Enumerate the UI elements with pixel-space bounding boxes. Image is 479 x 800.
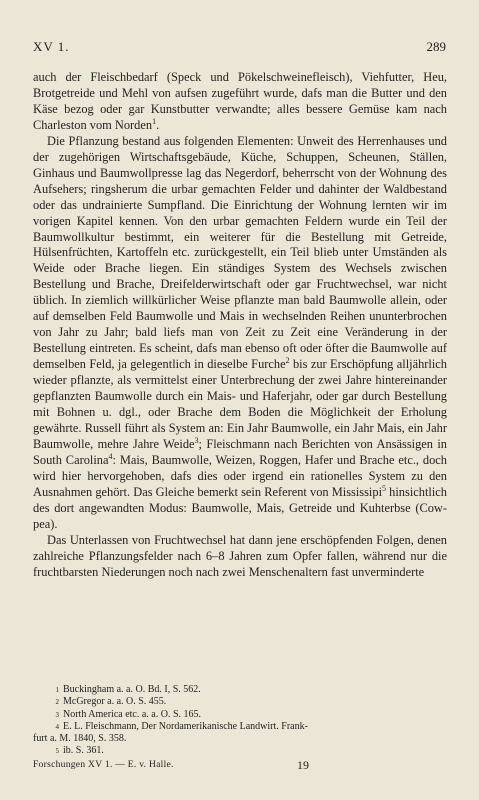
footnote bbox=[33, 696, 447, 708]
footnote-number: 5 bbox=[55, 747, 59, 756]
page-header bbox=[33, 39, 446, 55]
body-text bbox=[33, 70, 447, 581]
paragraph-text: auch der Fleischbedarf (Speck und Pökelschweinefleisch), Viehfutter, Heu, Brotgetreide und Mehl von aufsen zugeführt wurde, dafs man die Butter und den Käse bezog oder gar Kunstbutter verwandte; alles bessere Gemüse kam nach Charleston vom Norden bbox=[33, 70, 447, 132]
footnote-mark: 1 bbox=[152, 116, 157, 126]
paragraph bbox=[33, 134, 447, 533]
paragraph-text: Das Unterlassen von Fruchtwechsel hat dann jene erschöpfenden Folgen, denen zahlreiche Pflanzungsfelder nach 6–8 Jahren zum Opfer fallen, während nur die fruchtbarsten Niederungen noch nach zwei Menschenaltern fast unverminderte bbox=[33, 532, 447, 579]
signature-text: Forschungen XV 1. — E. v. Halle. bbox=[33, 759, 174, 770]
footnote-number: 2 bbox=[55, 698, 59, 707]
paragraph: auch der Fleischbedarf (Speck und Pökelschweinefleisch), Viehfutter, Heu, Brotgetreide und Mehl von aufsen zugeführt wurde, dafs man die Butter und den Käse bezog oder gar Kunstbutter verwandte; alles bessere Gemüse kam nach Charleston vom Norden$^1$. bbox=[33, 70, 447, 132]
footnote-mark: 4 bbox=[108, 451, 113, 461]
section-label: XV 1. bbox=[33, 39, 70, 54]
footnote-number: 3 bbox=[55, 710, 59, 719]
paragraph-text: bis zur Erschöpfung alljährlich wieder pflanzte, als vermittelst einer Unterbrechung der zwei Jahre hintereinander gepflanzten Baumwolle durch ein Mais- und Haferjahr, oder gar durch Bestellung mit Bohnen u. dgl., oder Brache dem Boden die Möglichkeit der Erholung gewährte. Russell führt als System an: Ein Jahr Baumwolle, ein Jahr Mais, ein Jahr Baumwolle, mehre Jahre Weide bbox=[33, 357, 447, 451]
footnote-continuation: furt a. M. 1840, S. 358. bbox=[33, 733, 127, 745]
page-number: 289 bbox=[426, 39, 446, 54]
paragraph-text: : Mais, Baumwolle, Weizen, Roggen, Hafer und Brache etc., doch wird hier hervorgehoben, dafs dies oder irgend ein rationelles System zu den Ausnahmen gehört. Das Gleiche bemerkt sein Referent von Mississipi bbox=[33, 452, 447, 499]
paragraph-text: ; Fleischmann nach Berichten von Ansässigen in South Carolina bbox=[33, 436, 447, 467]
footnotes bbox=[33, 684, 447, 771]
paragraph bbox=[33, 533, 447, 581]
signature-number: 19 bbox=[297, 757, 309, 772]
footnote-text: Buckingham a. a. O. Bd. I, S. 562. bbox=[63, 684, 201, 695]
footnote-mark: 2 bbox=[285, 356, 290, 366]
footnote-mark: 5 bbox=[382, 483, 387, 493]
footnote-text: E. L. Fleischmann, Der Nordamerikanische Landwirt. Frank- bbox=[63, 720, 308, 732]
footnote bbox=[33, 684, 447, 696]
footnote-text: ib. S. 361. bbox=[63, 745, 104, 757]
footnote bbox=[33, 709, 447, 721]
paragraph-text: hinsichtlich des dort angewandten Modus: Baumwolle, Mais, Getreide und Kuhterbse (Cow-pea). bbox=[33, 484, 447, 531]
footnote-number: 4 bbox=[55, 722, 59, 731]
signature-line bbox=[33, 759, 447, 771]
footnote-number: 1 bbox=[55, 686, 59, 694]
footnote-text: North America etc. a. a. O. S. 165. bbox=[63, 708, 202, 720]
footnote-mark: 3 bbox=[194, 435, 199, 445]
footnote bbox=[33, 745, 447, 757]
footnote-text: McGregor a. a. O. S. 455. bbox=[63, 696, 167, 708]
paragraph-text: Die Pflanzung bestand aus folgenden Elementen: Unweit des Herrenhauses und der zugehörigen Wirtschaftsgebäude, Küche, Schuppen, Scheunen, Ställen, Ginhaus und Baumwollpresse lag das Negerdorf, beherrscht von der Wohnung des Aufsehers; ringsherum die urbar gemachten Felder und dahinter der Waldbestand oder das undrainierte Sumpfland. Die Einrichtung der Wohnung lernten wir im vorigen Kapitel kennen. Von den urbar gemachten Feldern wurde ein Teil der Baumwollkultur bestimmt, ein weiterer für die Bestellung mit Getreide, Hülsenfrüchten, Kartoffeln etc. zurückgestellt, ein Teil blieb unter Umständen als Weide oder Brache liegen. Ein ständiges System des Wechsels zwischen Bestellung und Brache, Dreifelderwirtschaft oder gar Fruchtwechsel, war nicht üblich. In ziemlich willkürlicher Weise pflanzte man bald Baumwolle allein, oder auf demselben Feld Baumwolle und Mais in wechselnden Reihen ununterbrochen von Jahr zu Jahr; bald liefs man von Zeit zu Zeit eine Veränderung in der Bestellung eintreten. Es scheint, dafs man ebenso oft oder öfter die Baumwolle auf demselben Feld, ja gelegentlich in dieselbe Furche bbox=[33, 133, 447, 372]
footnote bbox=[33, 721, 447, 733]
